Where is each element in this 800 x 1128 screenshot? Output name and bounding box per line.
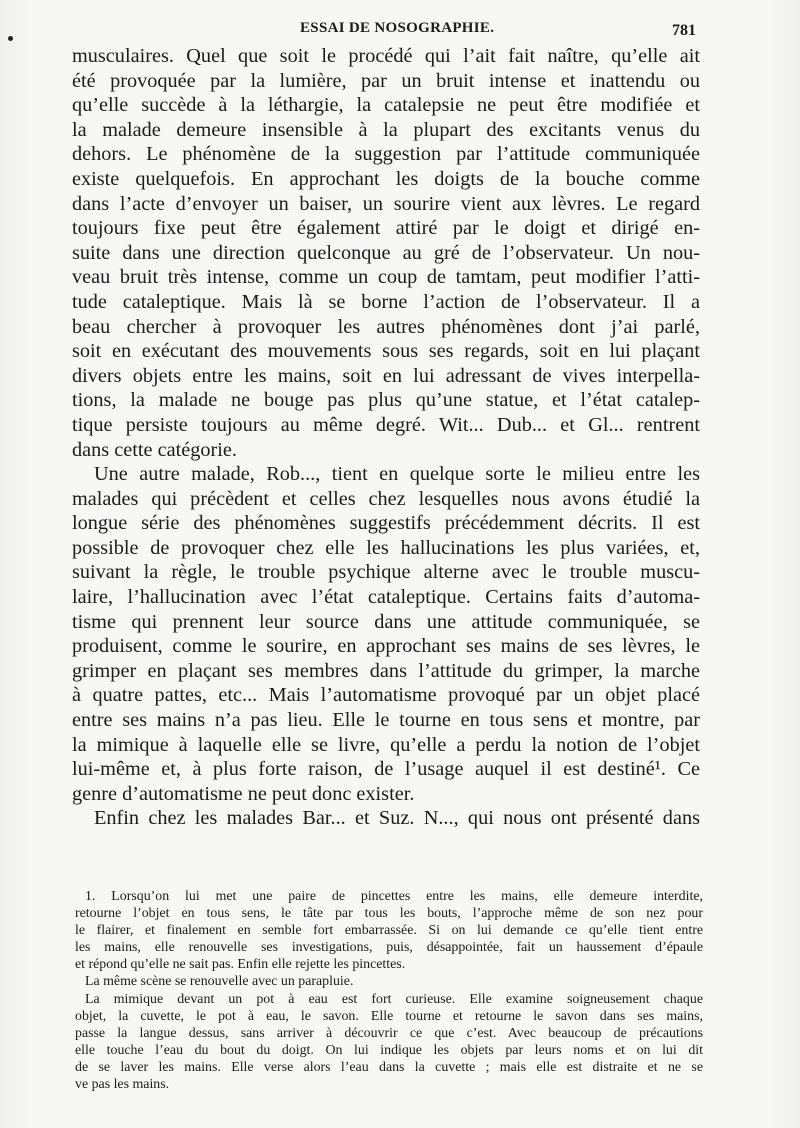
body-line: dans cette catégorie.	[72, 438, 237, 461]
body-line: lui-même et, à plus forte raison, de l’usage auquel il est destiné¹. Ce	[72, 758, 700, 781]
margin-mark	[8, 36, 13, 41]
running-header-title: ESSAI DE NOSOGRAPHIE.	[300, 20, 495, 36]
body-line: tions, la malade ne bouge pas plus qu’une statue, et l’état catalep-	[72, 389, 700, 412]
footnote-line: La même scène se renouvelle avec un parapluie.	[85, 974, 354, 990]
body-line: entre ses mains n’a pas lieu. Elle le tourne en tous sens et montre, par	[72, 709, 700, 732]
body-line: dans l’acte d’envoyer un baiser, un sourire vient aux lèvres. Le regard	[72, 192, 700, 215]
footnote-line: le flairer, et finalement en semble fort embarrassée. Si on lui demande ce qu’elle tient entre	[75, 923, 703, 939]
body-line: Enfin chez les malades Bar... et Suz. N..., qui nous ont présenté dans	[94, 807, 700, 830]
footnote-line: 1. Lorsqu’on lui met une paire de pincettes entre les mains, elle demeure interdite,	[85, 889, 703, 904]
footnote-line: retourne l’objet en tous sens, le tâte par tous les bouts, l’approche même de son nez pour	[75, 906, 703, 922]
footnote-line: La mimique devant un pot à eau est fort curieuse. Elle examine soigneusement chaque	[85, 991, 703, 1007]
body-line: toujours fixe peut être également attiré par le doigt et dirigé en-	[72, 217, 700, 240]
body-line: produisent, comme le sourire, en approchant ses mains de ses lèvres, le	[72, 635, 700, 658]
body-line: divers objets entre les mains, soit en lui adressant de vives interpella-	[72, 364, 700, 387]
body-line: tique persiste toujours au même degré. Wit... Dub... et Gl... rentrent	[72, 413, 700, 436]
footnote-line: les mains, elle renouvelle ses investigations, puis, désappointée, fait un haussement d’épaule	[75, 940, 703, 956]
body-line: genre d’automatisme ne peut donc exister.	[72, 782, 415, 805]
body-line: longue série des phénomènes suggestifs précédemment décrits. Il est	[72, 512, 700, 535]
body-line: tisme qui prennent leur source dans une attitude communiquée, se	[72, 610, 700, 633]
body-line: tude cataleptique. Mais là se borne l’action de l’observateur. Il a	[72, 290, 700, 313]
body-line: existe quelquefois. En approchant les doigts de la bouche comme	[72, 167, 700, 190]
body-line: musculaires. Quel que soit le procédé qui l’ait fait naître, qu’elle ait	[72, 45, 700, 67]
body-line: la mimique à laquelle elle se livre, qu’elle a perdu la notion de l’objet	[72, 733, 700, 756]
footnote-line: elle touche l’eau du bout du doigt. On lui indique les objets par leurs noms et on lui dit	[75, 1042, 703, 1058]
footnote-line: passe la langue dessus, sans arriver à découvrir ce que c’est. Avec beaucoup de précautions	[75, 1025, 703, 1041]
body-line: malades qui précèdent et celles chez lesquelles nous avons étudié la	[72, 487, 700, 510]
body-line: laire, l’hallucination avec l’état cataleptique. Certains faits d’automa-	[72, 586, 700, 609]
footnote-line: de se laver les mains. Elle verse alors l’eau dans la cuvette ; mais elle est distraite et ne se	[75, 1059, 703, 1075]
body-line: Une autre malade, Rob..., tient en quelque sorte le milieu entre les	[94, 463, 700, 486]
body-line: possible de provoquer chez elle les hallucinations les plus variées, et,	[72, 536, 700, 559]
main-text-block	[72, 44, 700, 831]
body-line: grimper en plaçant ses membres dans l’attitude du grimper, la marche	[72, 659, 700, 682]
body-line: suivant la règle, le trouble psychique alterne avec le trouble muscu-	[72, 561, 700, 584]
footnote-block	[75, 888, 703, 1093]
body-line: suite dans une direction quelconque au gré de l’observateur. Un nou-	[72, 241, 700, 264]
body-line: été provoquée par la lumière, par un bruit intense et inattendu ou	[72, 69, 700, 92]
body-line: qu’elle succède à la léthargie, la catalepsie ne peut être modifiée et	[72, 94, 700, 117]
body-line: à quatre pattes, etc... Mais l’automatisme provoqué par un objet placé	[72, 684, 700, 707]
body-line: soit en exécutant des mouvements sous ses regards, soit en lui plaçant	[72, 340, 700, 363]
body-line: la malade demeure insensible à la plupart des excitants venus du	[72, 118, 700, 141]
page-number: 781	[672, 22, 696, 39]
body-line: dehors. Le phénomène de la suggestion par l’attitude communiquée	[72, 143, 700, 166]
body-line: beau chercher à provoquer les autres phénomènes dont j’ai parlé,	[72, 315, 700, 338]
footnote-line: et répond qu’elle ne sait pas. Enfin elle rejette les pincettes.	[75, 957, 406, 973]
footnote-line: objet, la cuvette, le pot à eau, le savon. Elle tourne et retourne le savon dans ses mains,	[75, 1008, 703, 1024]
footnote-line: ve pas les mains.	[75, 1077, 170, 1093]
body-line: veau bruit très intense, comme un coup de tamtam, peut modifier l’atti-	[72, 266, 700, 289]
